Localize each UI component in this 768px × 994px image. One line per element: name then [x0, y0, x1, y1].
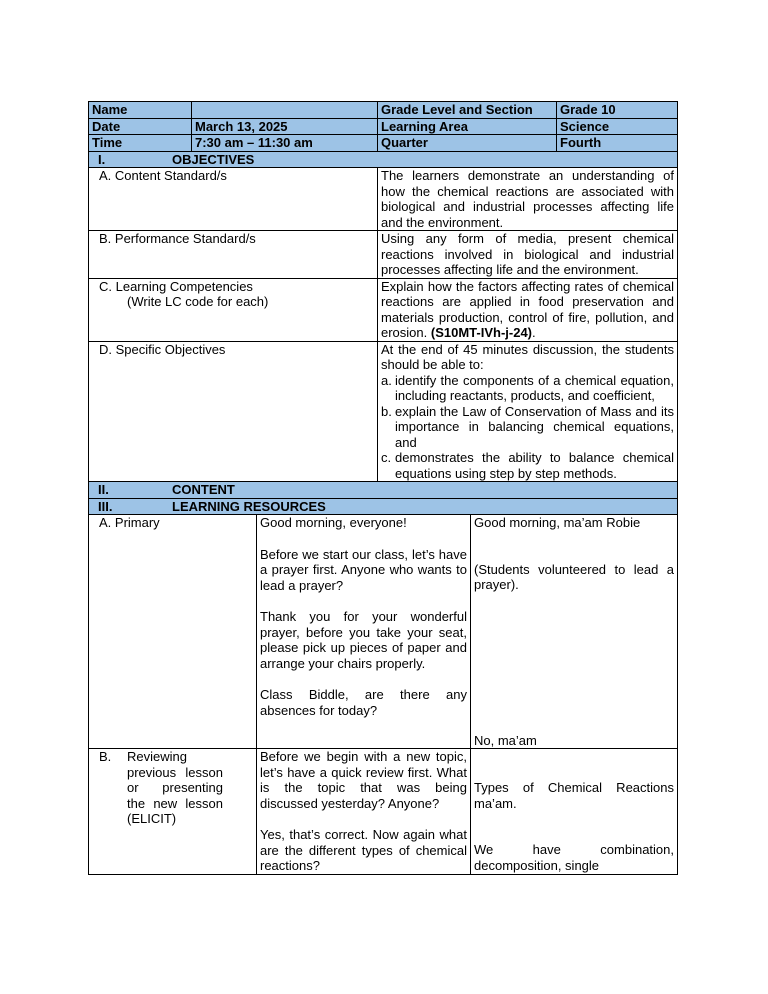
- objective-a-row: [89, 168, 678, 231]
- quarter-label: Quarter: [378, 135, 557, 152]
- date-value: March 13, 2025: [192, 118, 378, 135]
- section-resources: [89, 498, 678, 515]
- grade-label: Grade Level and Section: [378, 102, 557, 119]
- learning-competencies-text: Explain how the factors affecting rates of chemical reactions are applied in food preservation and materials production, control of fire, pollution, and erosion.: [381, 278, 674, 340]
- learning-competencies-sublabel: (Write LC code for each): [127, 294, 269, 309]
- teacher-greeting: Good morning, everyone!: [260, 515, 407, 530]
- header-row-name: [89, 102, 678, 119]
- name-value: [192, 102, 378, 119]
- list-item: a. identify the components of a chemical equation, including reactants, products, and coefficient,: [381, 372, 674, 403]
- section-content-title: CONTENT: [172, 482, 235, 497]
- date-label: Date: [89, 118, 192, 135]
- teacher-attendance: Class Biddle, are there any absences for today?: [260, 687, 467, 718]
- section-resources-title: LEARNING RESOURCES: [172, 498, 326, 514]
- section-content: [89, 482, 678, 499]
- grade-value: Grade 10: [557, 102, 678, 119]
- student-review-answer: Types of Chemical Reactions ma’am.: [474, 780, 674, 811]
- area-value: Science: [557, 118, 678, 135]
- procedure-table: [88, 514, 678, 875]
- lesson-plan-page: [88, 101, 677, 875]
- section-content-num: II.: [98, 482, 109, 497]
- header-row-date: [89, 118, 678, 135]
- teacher-review-question: Before we begin with a new topic, let’s have a quick review first. What is the topic that was being discussed yesterday? Anyone?: [260, 749, 467, 811]
- time-label: Time: [89, 135, 192, 152]
- lc-code: (S10MT-IVh-j-24): [430, 325, 532, 340]
- objective-d-row: [89, 341, 678, 482]
- teacher-types-question: Yes, that’s correct. Now again what are the different types of chemical reactions?: [260, 827, 467, 873]
- list-item: c. demonstrates the ability to balance chemical equations using step by step methods.: [381, 450, 674, 481]
- list-item: b. explain the Law of Conservation of Mass and its importance in balancing chemical equations, and: [381, 403, 674, 450]
- objective-c-row: C. Learning Competencies (Write LC code for each) Explain how the factors affecting rates of chemical reactions are applied in food preservation and materials production, control of fire, pollution, and erosion. (S10MT-IVh-j-24).: [89, 278, 678, 341]
- area-label: Learning Area: [378, 118, 557, 135]
- lesson-plan-table: [88, 101, 678, 515]
- specific-objectives-label: D. Specific Objectives: [89, 341, 378, 482]
- learning-competencies-label: C. Learning Competencies: [99, 278, 253, 294]
- student-absences: No, ma’am: [474, 732, 537, 748]
- specific-objectives-intro: At the end of 45 minutes discussion, the students should be able to:: [381, 341, 674, 372]
- content-standard-text: The learners demonstrate an understanding of how the chemical reactions are associated with biological and industrial processes affecting life and the environment.: [378, 168, 678, 231]
- section-objectives: [89, 151, 678, 168]
- time-value: 7:30 am – 11:30 am: [192, 135, 378, 152]
- content-standard-label: A. Content Standard/s: [89, 168, 378, 231]
- student-greeting: Good morning, ma’am Robie: [474, 515, 641, 530]
- student-prayer: (Students volunteered to lead a prayer).: [474, 561, 674, 592]
- performance-standard-text: Using any form of media, present chemical reactions involved in biological and industrial processes affecting life and the environment.: [378, 231, 678, 279]
- teacher-prayer: Before we start our class, let’s have a prayer first. Anyone who wants to lead a prayer?: [260, 546, 467, 593]
- header-row-time: [89, 135, 678, 152]
- performance-standard-label: B. Performance Standard/s: [89, 231, 378, 279]
- teacher-thanks: Thank you for your wonderful prayer, before you take your seat, please pick up pieces of paper and arrange your chairs properly.: [260, 609, 467, 671]
- review-label: Reviewing previous lesson or presenting the new lesson (ELICIT): [127, 749, 223, 826]
- quarter-value: Fourth: [557, 135, 678, 152]
- primary-label: A. Primary: [89, 515, 257, 749]
- name-label: Name: [89, 102, 192, 119]
- section-resources-num: III.: [98, 498, 113, 514]
- objective-b-row: [89, 231, 678, 279]
- review-marker: B.: [99, 749, 112, 764]
- section-objectives-title: OBJECTIVES: [172, 151, 255, 167]
- student-types-answer: We have combination, decomposition, single: [474, 842, 674, 873]
- review-row: [89, 749, 678, 875]
- primary-row: [89, 515, 678, 749]
- section-objectives-num: I.: [98, 151, 106, 167]
